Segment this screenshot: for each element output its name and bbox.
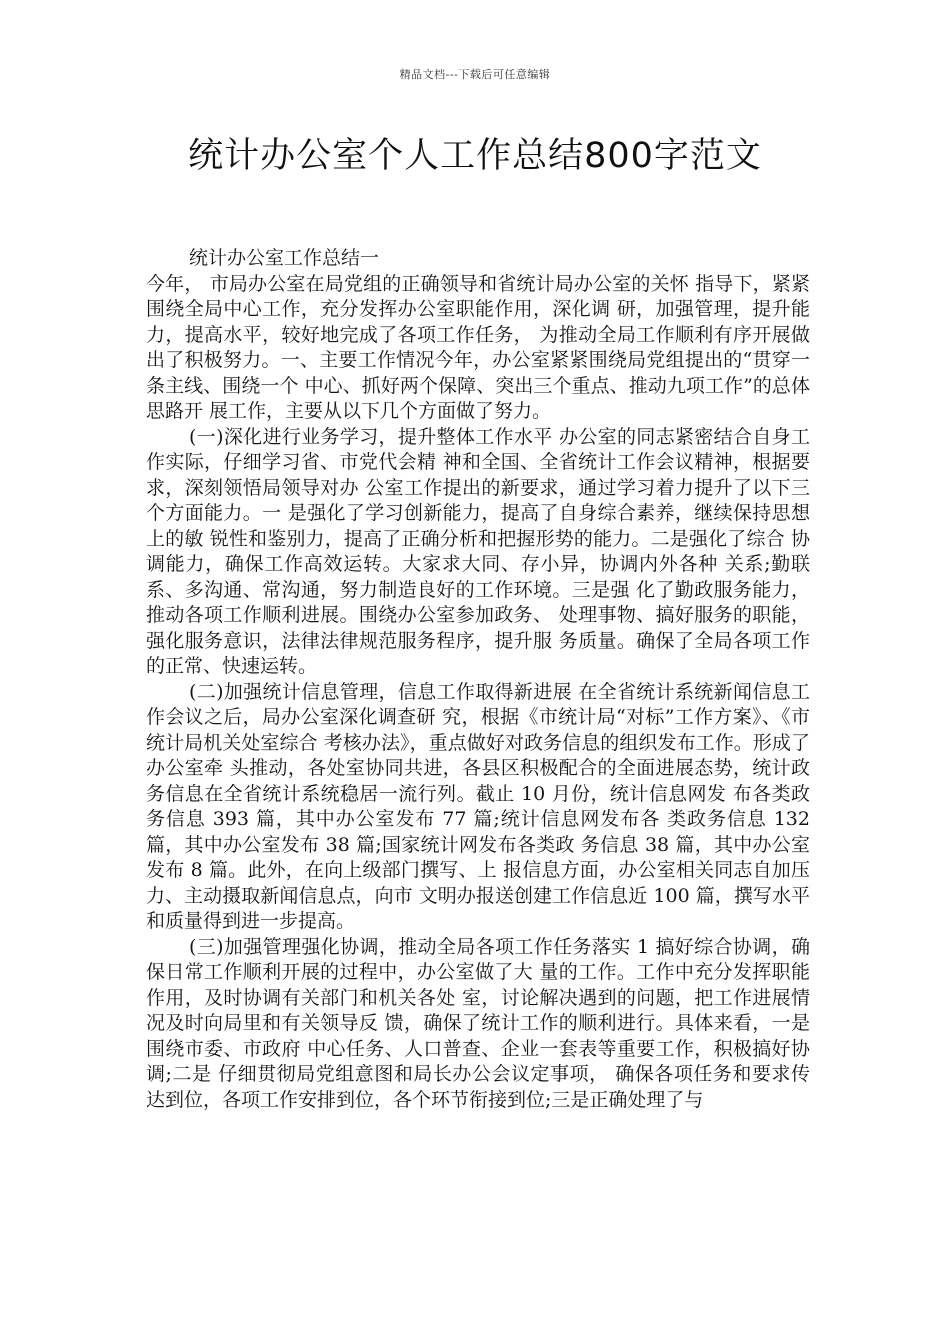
paragraph-coordination: (三)加强管理强化协调，推动全局各项工作任务落实 1 搞好综合协调，确保日常工作顺利开展的过程中，办公室做了大 量的工作。工作中充分发挥职能作用，及时协调有关部门和机关各处 室，讨论解决遇到的问题，把工作进展情况及时向局里和有关领导反 馈，确保了统计工作的顺利进行。具体来看，一是围绕市委、市政府 中心任务、人口普查、企业一套表等重要工作，积极搞好协调;二是 仔细贯彻局党组意图和局长办公会议定事项， 确保各项任务和要求传达到位，各项工作安排到位，各个环节衔接到位;三是正确处理了与 <box>146 935 810 1111</box>
document-body <box>146 246 810 1113</box>
document-title: 统计办公室个人工作总结800字范文 <box>188 136 762 176</box>
paragraph-intro: 今年， 市局办公室在局党组的正确领导和省统计局办公室的关怀 指导下，紧紧围绕全局中心工作，充分发挥办公室职能作用，深化调 研，加强管理，提升能力，提高水平，较好地完成了各项工作任务， 为推动全局工作顺利有序开展做出了积极努力。一、主要工作情况今年，办公室紧紧围绕局党组提出的“贯穿一条主线、围绕一个 中心、抓好两个保障、突出三个重点、推动九项工作”的总体思路开 展工作，主要从以下几个方面做了努力。 <box>146 272 810 422</box>
paragraph-study: (一)深化进行业务学习，提升整体工作水平 办公室的同志紧密结合自身工作实际，仔细学习省、市党代会精 神和全国、全省统计工作会议精神，根据要求，深刻领悟局领导对办 公室工作提出的新要求，通过学习着力提升了以下三个方面能力。一 是强化了学习创新能力，提高了自身综合素养，继续保持思想上的敏 锐性和鉴别力，提高了正确分析和把握形势的能力。二是强化了综合 协调能力，确保工作高效运转。大家求大同、存小异，协调内外各种 关系;勤联系、多沟通、常沟通，努力制造良好的工作环境。三是强 化了勤政服务能力，推动各项工作顺利进展。围绕办公室参加政务、 处理事物、搞好服务的职能，强化服务意识，法律法律规范服务程序，提升服 务质量。确保了全局各项工作的正常、快速运转。 <box>146 425 810 677</box>
header-note: 精品文档---下载后可任意编辑 <box>399 68 551 81</box>
section-heading: 统计办公室工作总结一 <box>189 247 380 269</box>
paragraph-information: (二)加强统计信息管理，信息工作取得新进展 在全省统计系统新闻信息工作会议之后，局办公室深化调查研 究，根据《市统计局“对标”工作方案》、《市统计局机关处室综合 考核办法》，重点做好对政务信息的组织发布工作。形成了办公室牵 头推动，各处室协同共进，各县区积极配合的全面进展态势，统计政 务信息在全省统计系统稳居一流行列。截止 10 月份，统计信息网发 布各类政务信息 393 篇，其中办公室发布 77 篇;统计信息网发布各 类政务信息 132 篇，其中办公室发布 38 篇;国家统计网发布各类政 务信息 38 篇，其中办公室发布 8 篇。此外，在向上级部门撰写、上 报信息方面，办公室相关同志自加压力、主动摄取新闻信息点，向市 文明办报送创建工作信息近 100 篇，撰写水平和质量得到进一步提高。 <box>146 680 810 932</box>
